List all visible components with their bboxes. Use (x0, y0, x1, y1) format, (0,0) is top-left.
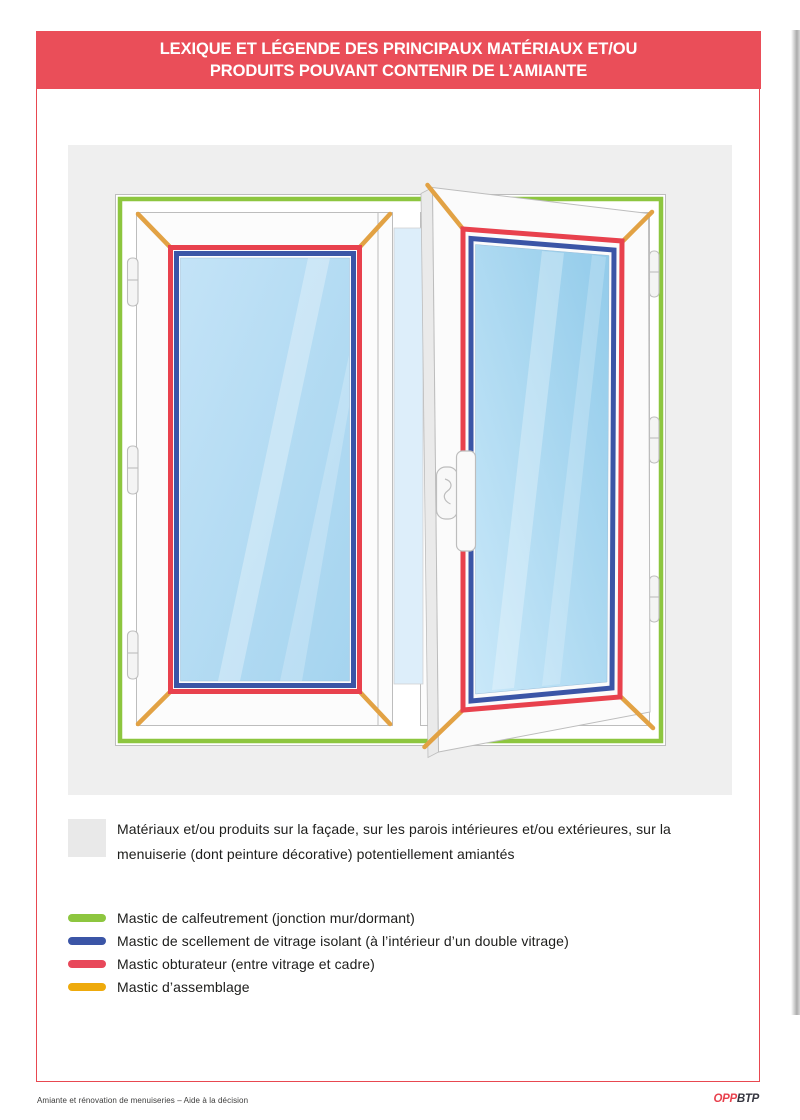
hinge-icon (650, 251, 660, 297)
page-edge-shadow (791, 30, 800, 1015)
red-swatch (68, 960, 106, 968)
legend-item-assemblage (68, 975, 728, 998)
blue-swatch (68, 937, 106, 945)
green-swatch (68, 914, 106, 922)
logo-btp: BTP (736, 1093, 759, 1105)
header-banner (36, 31, 761, 89)
footer-caption: Amiante et rénovation de menuiseries – Aide à la décision (37, 1096, 249, 1105)
left-closed-sash (138, 214, 390, 724)
legend-label: Mastic obturateur (entre vitrage et cadre) (117, 955, 375, 972)
window-illustration (68, 145, 732, 795)
open-window-gap (394, 228, 423, 684)
materials-note-line2: menuiserie (dont peinture décorative) potentiellement amiantés (117, 846, 515, 862)
yellow-swatch (68, 983, 106, 991)
legend-item-calfeutrement (68, 906, 728, 929)
legend-label: Mastic de calfeutrement (jonction mur/dormant) (117, 909, 415, 926)
window-illustration-panel (68, 145, 732, 795)
legend-item-scellement (68, 929, 728, 952)
handle-plate (457, 451, 476, 551)
oppbtp-logo (714, 1093, 760, 1105)
handle-lever (437, 467, 458, 519)
legend-item-obturateur (68, 952, 728, 975)
hinge-icon (650, 576, 660, 622)
logo-opp: OPP (713, 1093, 737, 1105)
legend-label: Mastic d’assemblage (117, 978, 250, 995)
right-open-sash (421, 185, 653, 758)
hinge-icon (128, 446, 139, 494)
hinge-icon (128, 631, 139, 679)
legend-label: Mastic de scellement de vitrage isolant (à l’intérieur d’un double vitrage) (117, 932, 569, 949)
materials-note-text (117, 817, 747, 867)
lexique-legend (68, 906, 728, 998)
hinge-icon (128, 258, 139, 306)
materials-note-line1: Matériaux et/ou produits sur la façade, sur les parois intérieures et/ou extérieures, sur la (117, 821, 671, 837)
banner-title-line1: LEXIQUE ET LÉGENDE DES PRINCIPAUX MATÉRIAUX ET/OU (159, 40, 638, 58)
banner-title-line2: PRODUITS POUVANT CONTENIR DE L’AMIANTE (209, 62, 588, 80)
hinge-icon (650, 417, 660, 463)
materials-note-swatch (68, 819, 106, 857)
